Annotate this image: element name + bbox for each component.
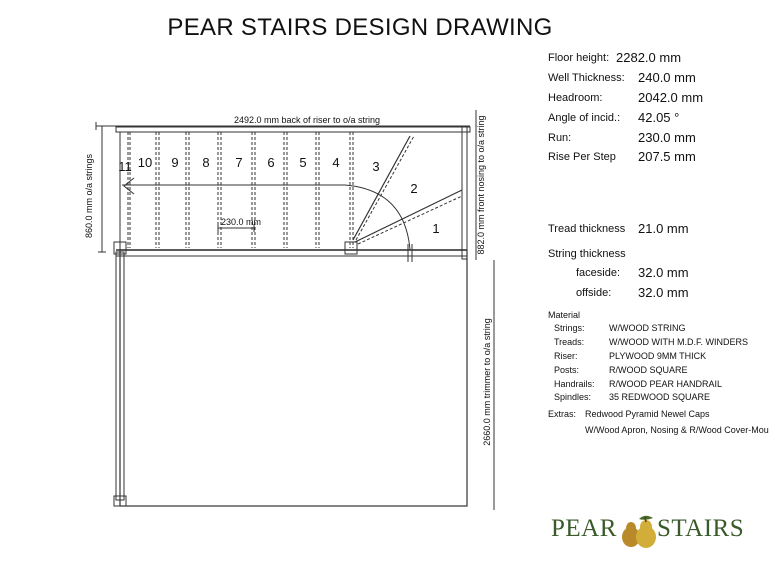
material-value: R/WOOD SQUARE [609, 365, 688, 375]
string-thickness-label: String thickness [548, 248, 626, 260]
material-label: Posts: [554, 365, 580, 375]
offside-label: offside: [576, 287, 612, 299]
extras-label: Extras: [548, 409, 577, 419]
logo-word-stairs: STAIRS [657, 515, 745, 542]
faceside-label: faceside: [576, 267, 621, 279]
material-label: Spindles: [554, 392, 592, 402]
step-number: 8 [202, 155, 210, 170]
material-value: R/WOOD PEAR HANDRAIL [609, 379, 723, 389]
top-handrail [116, 127, 470, 132]
material-value: W/WOOD STRING [609, 323, 686, 333]
logo-word-pear: PEAR [551, 515, 617, 542]
material-value: PLYWOOD 9MM THICK [609, 351, 707, 361]
spec-value: 207.5 mm [638, 149, 696, 164]
material-value: W/WOOD WITH M.D.F. WINDERS [609, 337, 748, 347]
faceside-value: 32.0 mm [638, 265, 689, 280]
spec-label: Floor height: [548, 52, 610, 64]
right-upper-dimension: 882.0 mm front nosing to o/a string [476, 115, 486, 255]
left-dimension: 860.0 mm o/a strings [84, 153, 94, 239]
spec-value: 2282.0 mm [616, 50, 682, 65]
extras-item: Redwood Pyramid Newel Caps [585, 409, 710, 419]
step-number: 6 [267, 155, 275, 170]
extras-item: W/Wood Apron, Nosing & R/Wood Cover-Mou [585, 425, 769, 435]
pear-icon [617, 515, 661, 549]
stairwell-outline [120, 250, 467, 506]
step-number: 2 [410, 181, 418, 196]
step-number: 9 [171, 155, 179, 170]
spec-label: Rise Per Step [548, 151, 616, 163]
step-number: 5 [299, 155, 307, 170]
pear-stairs-logo [551, 511, 745, 551]
step-number: 4 [332, 155, 340, 170]
offside-value: 32.0 mm [638, 285, 689, 300]
step-number: 3 [372, 159, 380, 174]
material-heading: Material [548, 310, 581, 320]
spec-value: 2042.0 mm [638, 90, 704, 105]
spec-label: Angle of incid.: [548, 112, 621, 124]
step-number: 7 [235, 155, 243, 170]
material-label: Strings: [554, 323, 585, 333]
tread-dimension: 230.0 mm [220, 217, 262, 227]
step-number: 10 [137, 155, 153, 170]
step-number: 1 [432, 221, 440, 236]
spec-label: Well Thickness: [548, 72, 625, 84]
material-label: Riser: [554, 351, 578, 361]
spec-label: Run: [548, 132, 572, 144]
step-number: 11 [118, 159, 132, 174]
right-string [462, 127, 467, 259]
material-label: Treads: [554, 337, 585, 347]
spec-value: 240.0 mm [638, 70, 696, 85]
tread-thickness-value: 21.0 mm [638, 221, 689, 236]
top-dimension: 2492.0 mm back of riser to o/a string [233, 115, 381, 125]
direction-arrow [124, 178, 134, 194]
material-value: 35 REDWOOD SQUARE [609, 392, 711, 402]
tread-thickness-label: Tread thickness [548, 223, 626, 235]
drawing-title: PEAR STAIRS DESIGN DRAWING [167, 14, 553, 41]
walk-line [122, 185, 410, 250]
spec-value: 42.05 ° [638, 110, 680, 125]
right-lower-dimension: 2660.0 mm trimmer to o/a string [482, 318, 492, 446]
material-label: Handrails: [554, 379, 595, 389]
spec-value: 230.0 mm [638, 130, 696, 145]
spec-label: Headroom: [548, 92, 603, 104]
